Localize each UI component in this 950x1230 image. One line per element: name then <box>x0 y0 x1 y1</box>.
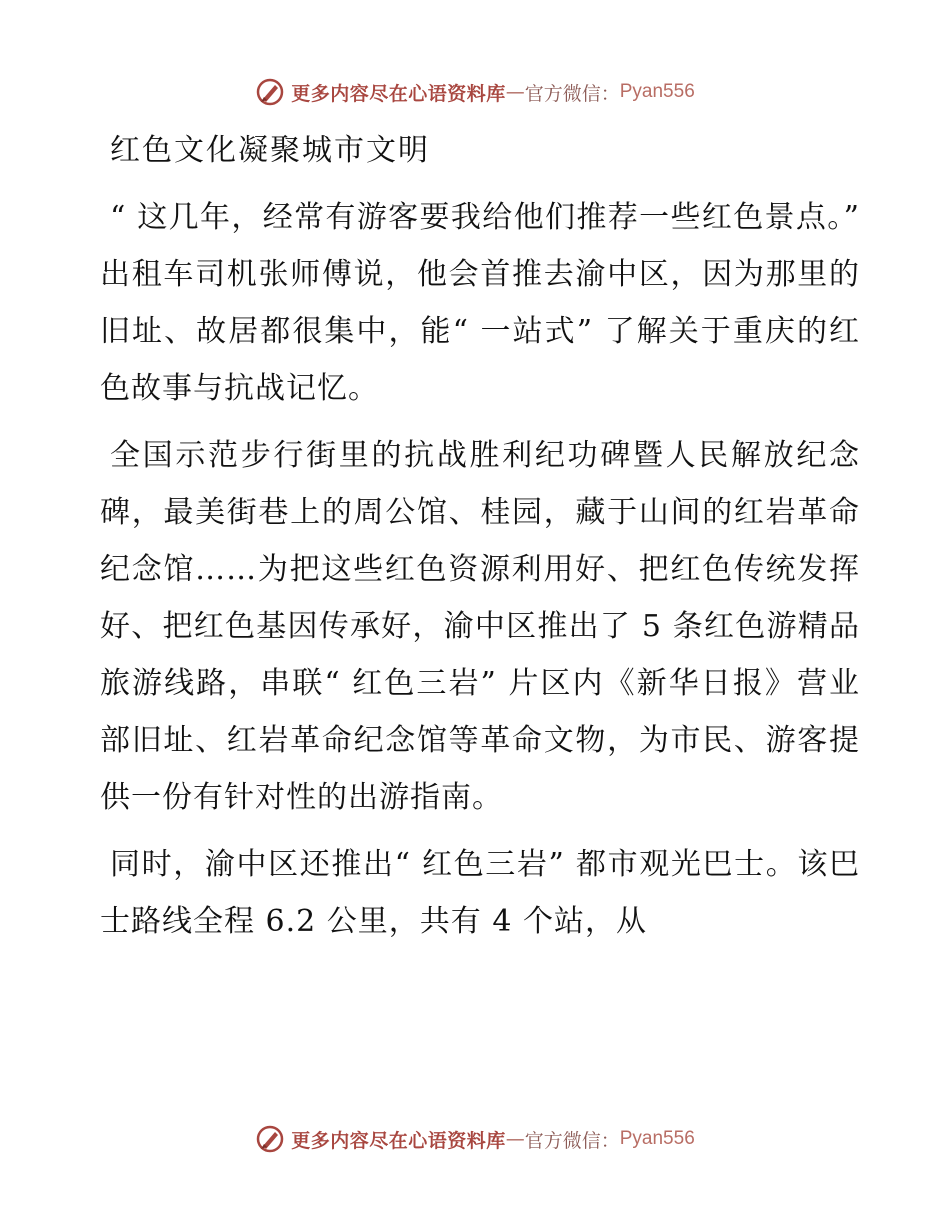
banner-contact-id: Pyan556 <box>619 1128 695 1149</box>
article-title: 红色文化凝聚城市文明 <box>110 133 430 168</box>
article-paragraph: “ 这几年，经常有游客要我给他们推荐一些红色景点。” 出租车司机张师傅说，他会首推去渝中区，因为那里的旧址、故居都很集中，能“ 一站式” 了解关于重庆的红色故事与抗战记忆。 <box>100 200 860 406</box>
pen-logo-icon <box>255 77 285 107</box>
banner-dash: — <box>505 81 525 103</box>
banner-dash: — <box>505 1128 525 1150</box>
article-paragraph: 全国示范步行街里的抗战胜利纪功碑暨人民解放纪念碑，最美街巷上的周公馆、桂园，藏于山间的红岩革命纪念馆……为把这些红色资源利用好、把红色传统发挥好、把红色基因传承好，渝中区推出了 5 条红色游精品旅游线路，串联“ 红色三岩” 片区内《新华日报》营业部旧址、红岩革命纪念馆等革命文物，为市民、游客提供一份有针对性的出游指南。 <box>100 438 860 815</box>
article-paragraph: 同时，渝中区还推出“ 红色三岩” 都市观光巴士。该巴士路线全程 6.2 公里，共有 4 个站，从 <box>100 847 860 939</box>
header-watermark-banner <box>0 72 950 112</box>
footer-watermark-banner <box>0 1119 950 1159</box>
banner-contact-label: 官方微信： <box>524 82 620 105</box>
banner-contact-id: Pyan556 <box>619 81 695 102</box>
article-body <box>100 122 860 960</box>
banner-brand-text: 更多内容尽在心语资料库 <box>291 82 506 105</box>
pen-logo-icon <box>255 1124 285 1154</box>
banner-brand-text: 更多内容尽在心语资料库 <box>291 1129 506 1152</box>
banner-contact-label: 官方微信： <box>524 1129 620 1152</box>
